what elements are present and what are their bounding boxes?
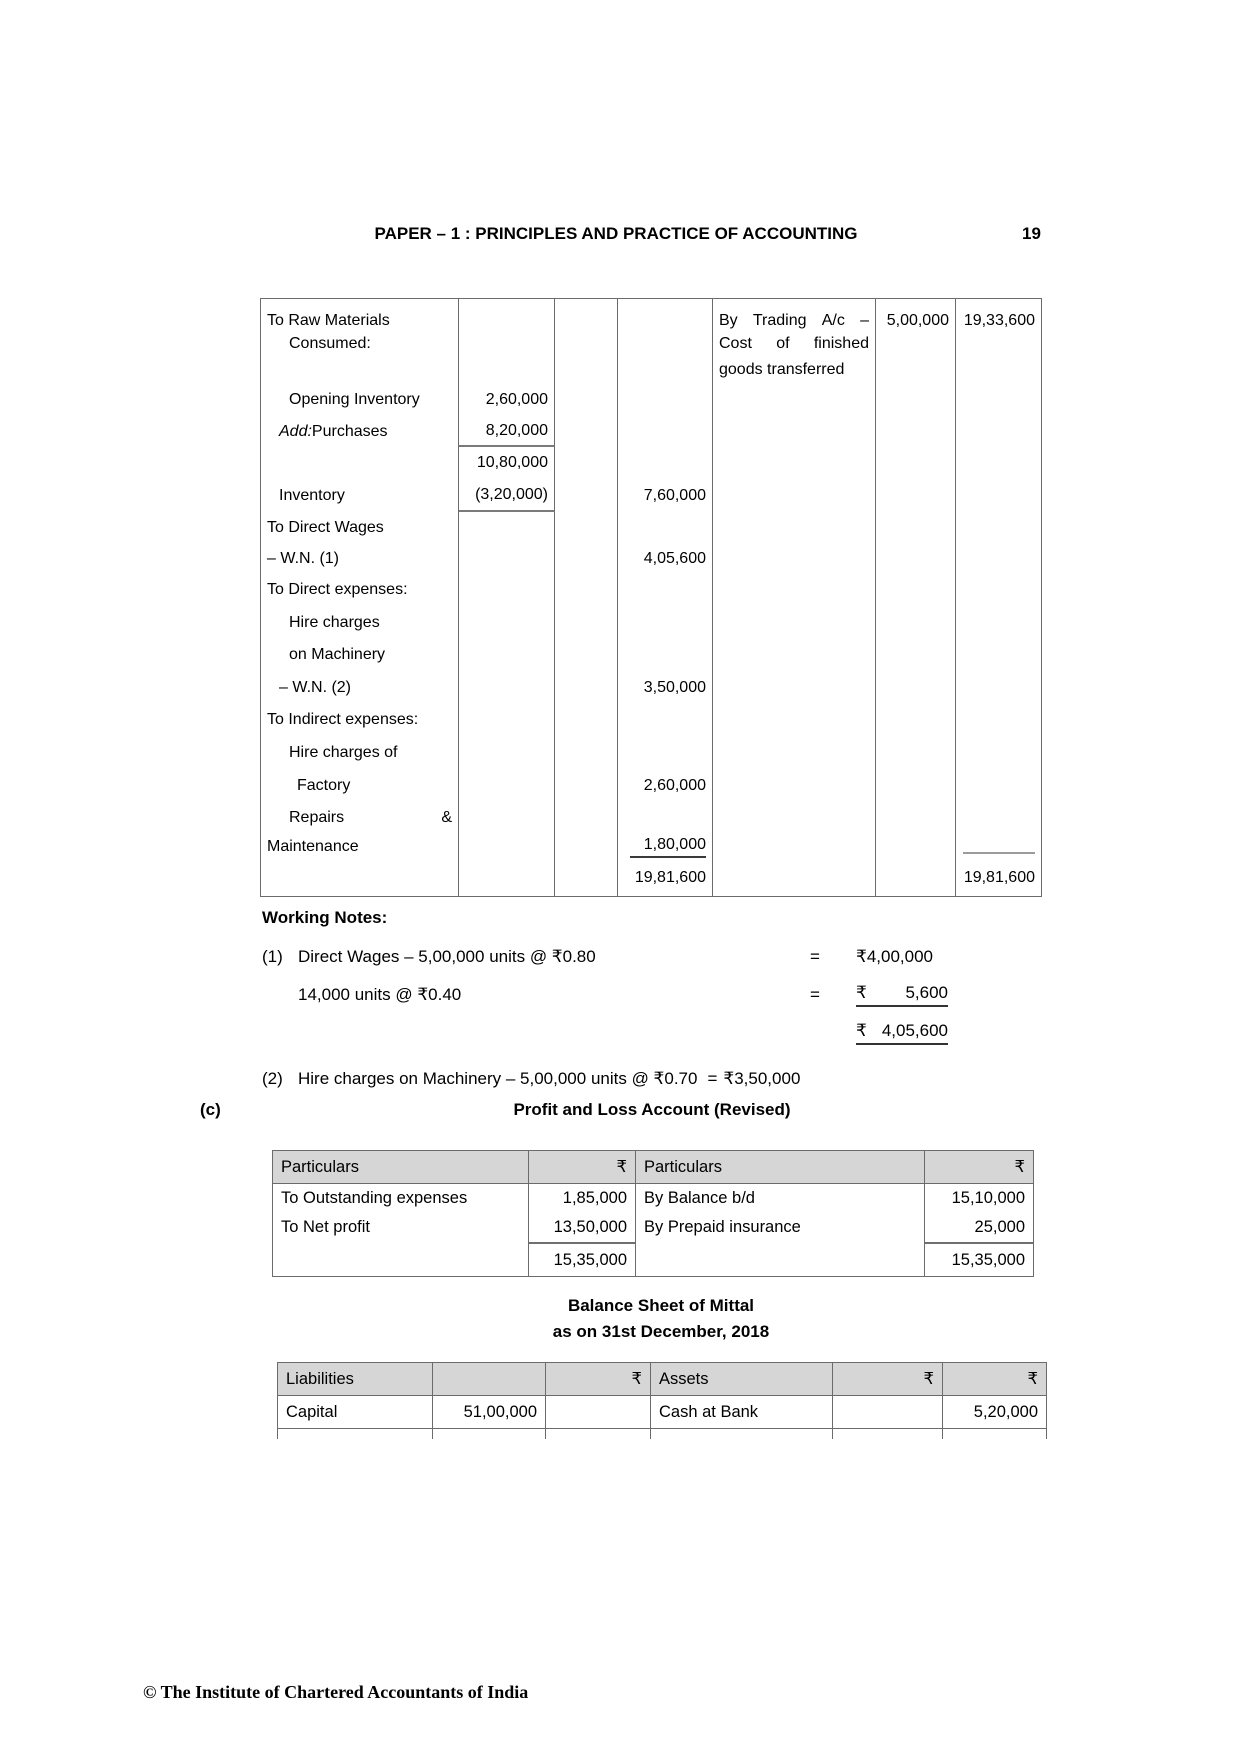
ledger-row [261, 512, 1041, 544]
ledger-cell [618, 671, 713, 704]
ledger-cell [618, 416, 713, 447]
bs-stub-cell [943, 1429, 1046, 1439]
bs-cell [833, 1396, 943, 1429]
ledger-cell [618, 639, 713, 671]
cell-text: Opening Inventory [289, 391, 420, 408]
ledger-cell [713, 704, 876, 736]
ledger-cell [876, 299, 956, 332]
pl-cell: To Net profit [273, 1213, 529, 1242]
working-note-line [262, 1014, 962, 1052]
bs-stub-cell [833, 1429, 943, 1439]
ledger-cell [876, 860, 956, 896]
ledger-cell [261, 802, 459, 833]
bs-header-cell: Assets [651, 1363, 833, 1396]
ledger-row [261, 639, 1041, 671]
ledger-row [261, 802, 1041, 833]
ledger-row [261, 860, 1041, 896]
ledger-cell [261, 299, 459, 332]
ledger-cell [459, 736, 555, 769]
ledger-cell [876, 356, 956, 384]
equals-sign: = [707, 1069, 718, 1088]
note-value: ₹4,00,000 [856, 947, 933, 966]
ledger-cell [956, 384, 1041, 416]
ledger-cell [555, 574, 618, 606]
pl-cell: 1,85,000 [529, 1184, 636, 1213]
ledger-cell [956, 671, 1041, 704]
ledger-cell [618, 574, 713, 606]
ledger-cell [261, 704, 459, 736]
pl-row [273, 1184, 1033, 1213]
pl-cell: By Prepaid insurance [636, 1213, 925, 1242]
cell-text: Hire charges [289, 613, 380, 631]
ledger-row [261, 704, 1041, 736]
note-number: (1) [262, 947, 283, 966]
ledger-cell [618, 356, 713, 384]
ledger-cell [618, 544, 713, 574]
cell-text: 3,50,000 [643, 678, 706, 696]
ledger-cell [618, 299, 713, 332]
ledger-cell [876, 802, 956, 833]
ledger-cell [261, 544, 459, 574]
ledger-cell [713, 356, 876, 384]
ledger-cell [261, 356, 459, 384]
ledger-cell [555, 299, 618, 332]
working-notes-section [262, 908, 962, 1098]
cell-text: on Machinery [289, 646, 386, 663]
ledger-cell [555, 833, 618, 860]
ledger-cell [956, 447, 1041, 479]
ledger-cell [956, 356, 1041, 384]
note-text: 14,000 units @ ₹0.40 [298, 985, 462, 1004]
working-notes-lines [262, 938, 962, 1098]
ledger-row [261, 574, 1041, 606]
italic-label: Add: [279, 422, 312, 440]
section-label-c: (c) [200, 1100, 221, 1119]
ledger-cell [956, 833, 1041, 860]
ledger-cell [555, 736, 618, 769]
equals-sign: = [810, 985, 820, 1004]
ledger-cell [459, 416, 555, 447]
justified-word: A/c [821, 312, 845, 329]
ledger-cell [459, 512, 555, 544]
balance-sheet-table [277, 1362, 1047, 1439]
ledger-cell [261, 574, 459, 606]
cell-text: Factory [297, 776, 351, 794]
ledger-cell [618, 769, 713, 802]
bs-cell: Capital [278, 1396, 433, 1429]
ledger-cell [956, 769, 1041, 802]
ledger-cell [713, 606, 876, 639]
ledger-cell [459, 639, 555, 671]
ledger-row [261, 447, 1041, 479]
ledger-cell [555, 416, 618, 447]
ledger-cell [555, 479, 618, 512]
bs-header-cell: ₹ [546, 1363, 651, 1396]
ledger-cell [876, 479, 956, 512]
ledger-row [261, 769, 1041, 802]
ledger-cell [876, 416, 956, 447]
ledger-cell [261, 512, 459, 544]
ledger-cell [555, 860, 618, 896]
ledger-cell [555, 606, 618, 639]
ledger-cell [618, 332, 713, 356]
ledger-cell [459, 356, 555, 384]
ledger-cell [459, 384, 555, 416]
pl-total-cell: 15,35,000 [925, 1242, 1033, 1276]
cell-text: 10,80,000 [476, 454, 548, 471]
ledger-cell [713, 544, 876, 574]
cell-text: 7,60,000 [643, 486, 706, 504]
copyright-footer: © The Institute of Chartered Accountants of India [143, 1682, 529, 1702]
ledger-cell [876, 332, 956, 356]
working-notes-heading: Working Notes: [262, 908, 388, 927]
ledger-cell [459, 833, 555, 860]
pl-cell: By Balance b/d [636, 1184, 925, 1213]
note-value: ₹3,50,000 [723, 1069, 801, 1088]
ledger-cell [459, 332, 555, 356]
justified-word: – [860, 312, 869, 329]
ledger-cell [876, 384, 956, 416]
ledger-cell [261, 606, 459, 639]
profit-loss-table [272, 1150, 1034, 1277]
bs-header-cell: Liabilities [278, 1363, 433, 1396]
bs-row [278, 1396, 1046, 1429]
blank-total-rule [963, 840, 1035, 854]
ledger-cell [876, 671, 956, 704]
balance-sheet-title: Balance Sheet of Mittal [567, 1296, 755, 1315]
justified-word: of [776, 335, 790, 352]
cell-text: To Direct expenses: [267, 581, 408, 598]
ledger-cell [876, 606, 956, 639]
cell-text: 5,00,000 [886, 312, 949, 329]
ledger-cell [555, 769, 618, 802]
bs-stub-cell [278, 1429, 433, 1439]
ledger-cell [956, 606, 1041, 639]
profit-loss-title: Profit and Loss Account (Revised) [513, 1100, 791, 1119]
ledger-cell [713, 639, 876, 671]
ledger-row [261, 332, 1041, 356]
ledger-cell [555, 544, 618, 574]
ledger-cell [876, 544, 956, 574]
ledger-cell [459, 704, 555, 736]
ledger-cell [261, 447, 459, 479]
cell-text: 19,33,600 [963, 312, 1035, 329]
cell-text: Hire charges of [289, 743, 398, 761]
ledger-row [261, 299, 1041, 332]
bs-stub-cell [433, 1429, 546, 1439]
ledger-cell [459, 671, 555, 704]
working-note-line [262, 1060, 962, 1098]
ledger-cell [876, 704, 956, 736]
cell-text: 2,60,000 [643, 776, 706, 794]
manufacturing-account-table [260, 298, 1042, 897]
bs-cell [546, 1396, 651, 1429]
ledger-cell [261, 479, 459, 512]
cell-text: 2,60,000 [485, 391, 548, 408]
cell-text: 4,05,600 [643, 550, 706, 567]
cell-text: To Indirect expenses: [267, 711, 419, 728]
note-text: Hire charges on Machinery – 5,00,000 units @ ₹0.70 [298, 1069, 698, 1088]
ledger-row [261, 356, 1041, 384]
bs-header-cell: ₹ [833, 1363, 943, 1396]
note-value-pair [856, 983, 948, 1007]
ledger-cell [713, 384, 876, 416]
ledger-cell [876, 574, 956, 606]
ledger-cell [618, 736, 713, 769]
justified-word: Cost [719, 335, 752, 352]
ledger-cell [956, 512, 1041, 544]
ledger-cell [618, 860, 713, 896]
bs-cropped-row [278, 1429, 1046, 1439]
ledger-cell [713, 332, 876, 356]
ledger-cell [555, 671, 618, 704]
cell-text: To Raw Materials [267, 312, 390, 329]
justified-word: Repairs [289, 808, 345, 826]
pl-totals-row [273, 1242, 1033, 1276]
ledger-cell [876, 736, 956, 769]
pl-cell: 15,10,000 [951, 1189, 1025, 1207]
ledger-row [261, 833, 1041, 860]
ledger-cell [618, 606, 713, 639]
bs-stub-cell [546, 1429, 651, 1439]
ledger-cell [876, 639, 956, 671]
ledger-row [261, 479, 1041, 512]
value-part: 4,05,600 [881, 1021, 948, 1040]
bs-header-cell [433, 1363, 546, 1396]
ledger-cell [261, 332, 459, 356]
ledger-cell [618, 704, 713, 736]
ledger-cell [956, 544, 1041, 574]
ledger-cell [713, 833, 876, 860]
pl-cell: 13,50,000 [529, 1213, 636, 1242]
pl-total-cell [636, 1242, 925, 1276]
justified-word: finished [813, 335, 869, 352]
ledger-cell [459, 606, 555, 639]
ledger-cell [459, 769, 555, 802]
ledger-cell [618, 802, 713, 833]
ledger-cell [713, 299, 876, 332]
ledger-cell [713, 416, 876, 447]
equals-sign: = [810, 947, 820, 966]
ledger-cell [956, 479, 1041, 512]
pl-header-row [273, 1151, 1033, 1184]
ledger-cell [713, 802, 876, 833]
ledger-cell [956, 736, 1041, 769]
ledger-cell [555, 447, 618, 479]
ledger-cell [555, 356, 618, 384]
ledger-cell [459, 802, 555, 833]
ledger-cell [261, 833, 459, 860]
cell-text: Inventory [279, 486, 345, 504]
bs-cell: 51,00,000 [433, 1396, 546, 1429]
ledger-row [261, 606, 1041, 639]
bs-stub-cell [651, 1429, 833, 1439]
ledger-cell [261, 384, 459, 416]
cell-text: goods transferred [719, 361, 845, 378]
cell-text: 19,81,600 [963, 869, 1035, 886]
ledger-cell [618, 833, 713, 860]
cell-text: To Direct Wages [267, 519, 384, 536]
ledger-cell [555, 332, 618, 356]
ledger-cell [261, 860, 459, 896]
value-part: ₹ [856, 1021, 867, 1040]
ledger-cell [713, 447, 876, 479]
ledger-cell [555, 384, 618, 416]
ledger-cell [713, 671, 876, 704]
ledger-cell [261, 736, 459, 769]
cell-text: – W.N. (2) [279, 678, 352, 696]
ledger-cell [956, 704, 1041, 736]
ledger-cell [713, 574, 876, 606]
ledger-row [261, 671, 1041, 704]
ledger-cell [459, 299, 555, 332]
ledger-cell [459, 544, 555, 574]
ledger-cell [956, 416, 1041, 447]
ledger-cell [618, 384, 713, 416]
ledger-cell [459, 447, 555, 479]
ledger-cell [618, 512, 713, 544]
ledger-cell [555, 512, 618, 544]
ledger-cell [713, 769, 876, 802]
pl-row [273, 1213, 1033, 1242]
ledger-cell [876, 769, 956, 802]
note-value [856, 1021, 948, 1045]
cell-text: (3,20,000) [475, 485, 548, 503]
ledger-cell [261, 416, 459, 447]
justified-word: Trading [752, 312, 807, 329]
pl-header-cell: Particulars [636, 1151, 925, 1184]
cell-text: Consumed: [289, 335, 371, 352]
ledger-cell [956, 802, 1041, 833]
cell-text: Maintenance [267, 837, 359, 855]
balance-sheet-subtitle: as on 31st December, 2018 [552, 1322, 770, 1341]
ledger-cell [713, 512, 876, 544]
justified-word: By [719, 312, 738, 329]
ledger-cell [876, 447, 956, 479]
ledger-cell [956, 332, 1041, 356]
ledger-row [261, 384, 1041, 416]
pl-cell: To Outstanding expenses [273, 1184, 529, 1213]
note-number: (2) [262, 1069, 283, 1088]
pl-total-cell [273, 1242, 529, 1276]
ledger-cell [876, 512, 956, 544]
note-value [856, 983, 948, 1007]
ledger-cell [261, 671, 459, 704]
cell-text: 19,81,600 [634, 869, 706, 886]
page-number: 19 [1022, 224, 1041, 243]
pl-header-cell: ₹ [529, 1151, 636, 1184]
ledger-cell [713, 860, 876, 896]
ledger-cell [956, 574, 1041, 606]
value-part: 5,600 [905, 983, 948, 1002]
justified-word: & [441, 808, 452, 826]
ledger-cell [956, 860, 1041, 896]
ledger-row [261, 416, 1041, 447]
bs-cell: 5,20,000 [943, 1396, 1046, 1429]
pl-cell: 25,000 [974, 1218, 1025, 1236]
bs-cell: Cash at Bank [651, 1396, 833, 1429]
ledger-cell [876, 833, 956, 860]
working-note-line [262, 976, 962, 1014]
cell-text: – W.N. (1) [267, 550, 340, 567]
ledger-cell [713, 479, 876, 512]
note-value-pair [856, 1021, 948, 1045]
ledger-cell [555, 639, 618, 671]
bs-header-row [278, 1363, 1046, 1396]
cell-text: 8,20,000 [485, 421, 548, 439]
ledger-row [261, 544, 1041, 574]
value-part: ₹ [856, 983, 867, 1002]
ledger-cell [618, 479, 713, 512]
page-header-title: PAPER – 1 : PRINCIPLES AND PRACTICE OF ACCOUNTING [374, 224, 858, 243]
ledger-cell [555, 802, 618, 833]
cell-text: 1,80,000 [630, 836, 706, 858]
ledger-cell [459, 574, 555, 606]
pl-total-cell: 15,35,000 [529, 1242, 636, 1276]
ledger-row [261, 736, 1041, 769]
ledger-cell [956, 639, 1041, 671]
ledger-cell [261, 639, 459, 671]
ledger-cell [713, 736, 876, 769]
ledger-cell [618, 447, 713, 479]
ledger-cell [555, 704, 618, 736]
pl-header-cell: Particulars [273, 1151, 529, 1184]
working-note-line [262, 938, 962, 976]
ledger-cell [459, 479, 555, 512]
note-text: Direct Wages – 5,00,000 units @ ₹0.80 [298, 947, 596, 966]
ledger-cell [459, 860, 555, 896]
cell-text: Purchases [311, 422, 388, 440]
bs-header-cell: ₹ [943, 1363, 1046, 1396]
pl-header-cell: ₹ [925, 1151, 1033, 1184]
ledger-cell [956, 299, 1041, 332]
ledger-cell [261, 769, 459, 802]
